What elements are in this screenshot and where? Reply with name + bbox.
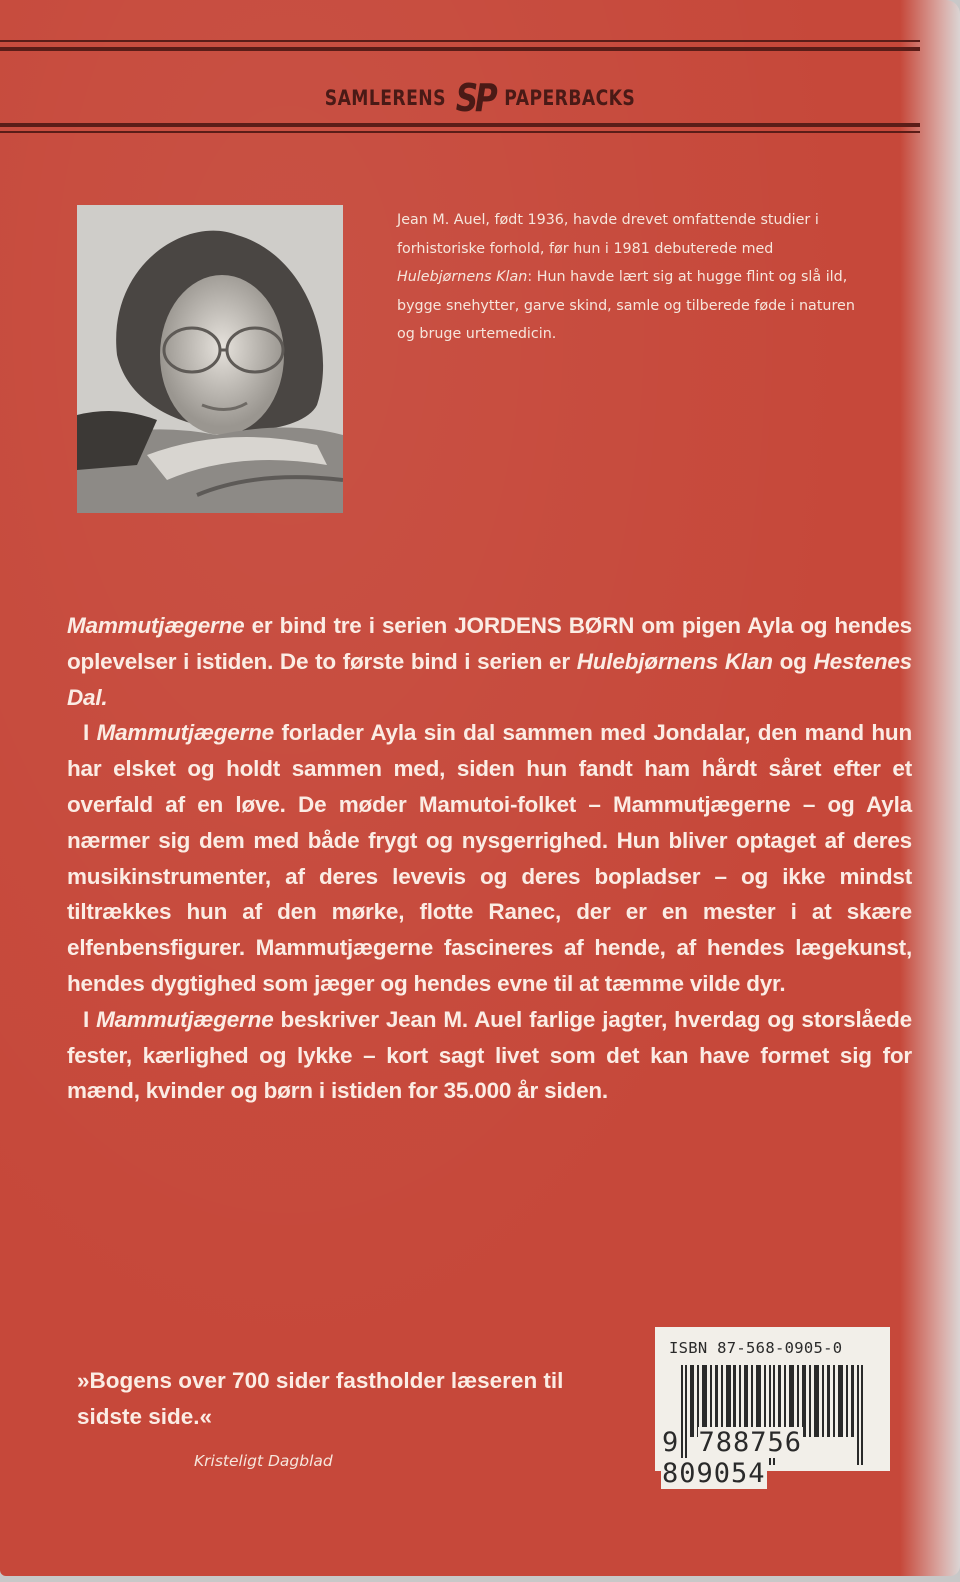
author-bio	[397, 206, 867, 349]
paragraph-text: beskriver Jean M. Auel farlige jagter, hverdag og storslåede fester, kærlighed og lykke – kort sagt livet som det kan have formet sig for mænd, kvinder og børn i istiden for 35.000 år siden.	[67, 1006, 912, 1104]
series-word-left: SAMLERENS	[324, 86, 446, 110]
paragraph-text: er bind tre i serien JORDENS BØRN om pigen Ayla og hendes oplevelser i istiden. De to første bind i serien er	[67, 613, 912, 674]
paragraph-text: og	[772, 648, 814, 674]
ean-digits	[661, 1427, 890, 1489]
publisher-series-header	[86, 76, 873, 120]
series-book-2: Hestenes Dal.	[67, 648, 912, 710]
paragraph-lead: I	[83, 720, 97, 746]
ean-first-digit: 9	[662, 1427, 680, 1458]
description-paragraph-1	[67, 608, 912, 715]
description-paragraph-3	[67, 1002, 912, 1109]
isbn-number: ISBN 87-568-0905-0	[669, 1339, 843, 1357]
book-title-italic: Mammutjægerne	[67, 613, 245, 638]
series-word-right: PAPERBACKS	[504, 86, 636, 110]
book-title-italic: Mammutjægerne	[96, 720, 274, 746]
top-rule-thin	[0, 40, 920, 42]
top-rule-thick	[0, 47, 920, 51]
portrait-image-icon	[77, 205, 343, 513]
paragraph-lead: I	[83, 1006, 97, 1032]
review-quote: »Bogens over 700 sider fastholder læseren til sidste side.«	[77, 1368, 564, 1429]
ean-left-group: 788756	[698, 1427, 803, 1458]
isbn-barcode-label	[655, 1327, 890, 1489]
description-paragraph-2	[67, 715, 912, 1001]
sp-logo-icon: SP	[455, 76, 495, 120]
book-title-italic: Mammutjægerne	[96, 1006, 274, 1032]
bottom-rule-thin	[0, 131, 920, 133]
bio-debut-title: Hulebjørnens Klan	[397, 269, 528, 285]
book-description	[67, 608, 912, 1109]
ean-right-group: 809054	[662, 1458, 766, 1489]
bio-text-continued: : Hun havde lært sig at hugge flint og slå ild, bygge snehytter, garve skind, samle og tilberede føde i naturen og bruge urtemedicin.	[397, 269, 855, 342]
paragraph-text: forlader Ayla sin dal sammen med Jondalar, den mand hun har elsket og holdt sammen med, siden hun fandt ham hårdt såret efter et overfald af en løve. De møder Mamutoi-folket – Mammutjægerne – og Ayla nærmer sig dem med både frygt og nysgerrighed. Hun bliver optaget af deres musikinstrumenter, af deres levevis og deres bopladser – og ikke mindst tiltrækkes hun af den mørke, flotte Ranec, der er en mester i at skære elfenbensfigurer. Mammutjægerne fascineres af hende, af hendes lægekunst, hendes dygtighed som jæger og hendes evne til at tæmme vilde dyr.	[67, 720, 913, 996]
bio-text: Jean M. Auel, født 1936, havde drevet omfattende studier i forhistoriske forhold, før hun i 1981 debuterede med	[397, 212, 819, 257]
review-source: Kristeligt Dagblad	[194, 1452, 333, 1470]
series-book-1: Hulebjørnens Klan	[576, 648, 773, 674]
bottom-rule-thick	[0, 123, 920, 127]
author-photo	[77, 205, 343, 513]
